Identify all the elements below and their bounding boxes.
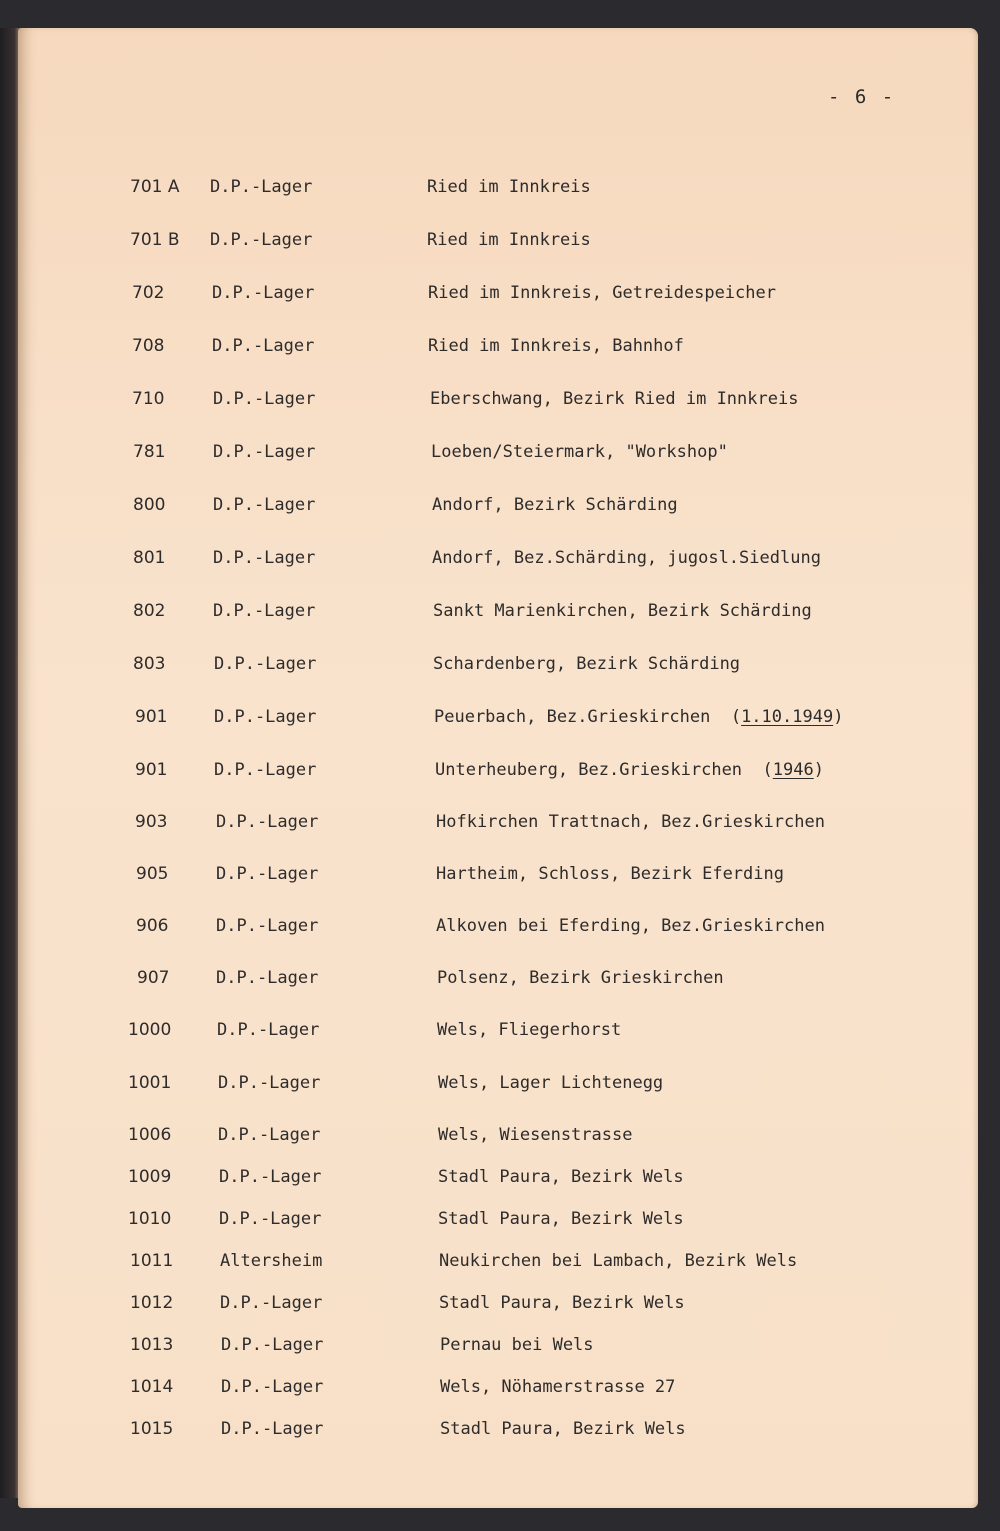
list-item	[0, 859, 1000, 889]
camp-location: Andorf, Bez.Schärding, jugosl.Siedlung	[432, 548, 821, 568]
camp-number: 781	[133, 442, 166, 462]
camp-type: D.P.-Lager	[216, 968, 319, 988]
camp-type: D.P.-Lager	[213, 601, 316, 621]
camp-location: Ried im Innkreis, Getreidespeicher	[428, 283, 776, 303]
camp-location-wrap	[430, 384, 798, 414]
camp-location: Unterheuberg, Bez.Grieskirchen	[435, 760, 743, 780]
list-item	[0, 755, 1000, 785]
camp-location-wrap	[428, 278, 776, 308]
camp-type: D.P.-Lager	[216, 916, 319, 936]
camp-location: Sankt Marienkirchen, Bezirk Schärding	[433, 601, 812, 621]
camp-type: D.P.-Lager	[214, 760, 317, 780]
camp-type: D.P.-Lager	[220, 1293, 323, 1313]
camp-number: 1010	[128, 1209, 172, 1229]
camp-number: 803	[133, 654, 166, 674]
camp-location: Pernau bei Wels	[440, 1335, 594, 1355]
camp-location-wrap	[439, 1288, 685, 1318]
camp-location: Wels, Lager Lichtenegg	[438, 1073, 664, 1093]
camp-number: 702	[132, 283, 165, 303]
camp-location: Ried im Innkreis	[427, 177, 591, 197]
camp-number: 1012	[130, 1293, 174, 1313]
camp-location-wrap	[438, 1162, 684, 1192]
camp-number: 801	[133, 548, 166, 568]
camp-number: 907	[137, 968, 170, 988]
camp-number: 1000	[128, 1020, 172, 1040]
camp-number: 701 B	[130, 230, 180, 250]
list-item	[0, 437, 1000, 467]
list-item	[0, 1015, 1000, 1045]
camp-location: Neukirchen bei Lambach, Bezirk Wels	[439, 1251, 798, 1271]
list-item	[0, 278, 1000, 308]
camp-type: D.P.-Lager	[212, 336, 315, 356]
camp-location: Loeben/Steiermark, "Workshop"	[431, 442, 728, 462]
page-number: - 6 -	[828, 86, 896, 108]
camp-location-wrap	[438, 1068, 663, 1098]
camp-location: Wels, Wiesenstrasse	[438, 1125, 633, 1145]
list-item	[0, 596, 1000, 626]
camp-type: Altersheim	[220, 1251, 323, 1271]
camp-location: Stadl Paura, Bezirk Wels	[440, 1419, 686, 1439]
note-paren-close: )	[813, 760, 824, 780]
list-item	[0, 1120, 1000, 1150]
camp-type: D.P.-Lager	[221, 1377, 324, 1397]
list-item	[0, 1372, 1000, 1402]
camp-number: 708	[132, 336, 165, 356]
camp-location-wrap	[440, 1372, 675, 1402]
camp-type: D.P.-Lager	[216, 864, 319, 884]
camp-location-wrap	[436, 807, 825, 837]
camp-location-wrap	[437, 963, 724, 993]
camp-location-wrap	[432, 490, 678, 520]
camp-number: 1009	[128, 1167, 172, 1187]
camp-type: D.P.-Lager	[210, 230, 313, 250]
list-item	[0, 1330, 1000, 1360]
camp-location: Wels, Fliegerhorst	[437, 1020, 622, 1040]
camp-type: D.P.-Lager	[217, 1020, 320, 1040]
camp-location: Alkoven bei Eferding, Bez.Grieskirchen	[436, 916, 825, 936]
camp-location-wrap	[433, 596, 812, 626]
camp-type: D.P.-Lager	[221, 1419, 324, 1439]
camp-type: D.P.-Lager	[219, 1167, 322, 1187]
camp-number: 903	[135, 812, 168, 832]
camp-location-wrap	[436, 911, 825, 941]
camp-type: D.P.-Lager	[218, 1125, 321, 1145]
camp-number: 901	[135, 707, 168, 727]
camp-number: 906	[136, 916, 169, 936]
camp-location: Hofkirchen Trattnach, Bez.Grieskirchen	[436, 812, 825, 832]
list-item	[0, 172, 1000, 202]
camp-number: 1001	[128, 1073, 172, 1093]
list-item	[0, 490, 1000, 520]
camp-location: Hartheim, Schloss, Bezirk Eferding	[436, 864, 784, 884]
camp-location-wrap	[433, 649, 740, 679]
list-item	[0, 807, 1000, 837]
date-note: 1946	[772, 760, 814, 780]
camp-location-wrap	[438, 1120, 632, 1150]
camp-type: D.P.-Lager	[214, 654, 317, 674]
list-item	[0, 1162, 1000, 1192]
camp-type: D.P.-Lager	[218, 1073, 321, 1093]
camp-location-wrap	[427, 225, 591, 255]
list-item	[0, 911, 1000, 941]
camp-location-wrap	[439, 1246, 797, 1276]
camp-number: 710	[132, 389, 165, 409]
list-item	[0, 649, 1000, 679]
list-item	[0, 1414, 1000, 1444]
camp-location-wrap	[437, 1015, 621, 1045]
camp-number: 901	[135, 760, 168, 780]
list-item	[0, 1068, 1000, 1098]
list-item	[0, 384, 1000, 414]
camp-location: Ried im Innkreis, Bahnhof	[428, 336, 684, 356]
list-item	[0, 1246, 1000, 1276]
camp-location-wrap	[435, 755, 824, 785]
camp-location: Wels, Nöhamerstrasse 27	[440, 1377, 676, 1397]
note-paren-close: )	[833, 707, 844, 727]
camp-number: 1014	[130, 1377, 174, 1397]
note-paren-open: (	[710, 707, 742, 727]
camp-location-wrap	[434, 702, 843, 732]
camp-location-wrap	[428, 331, 684, 361]
date-note: 1.10.1949	[741, 707, 834, 727]
camp-location: Polsenz, Bezirk Grieskirchen	[437, 968, 724, 988]
camp-location-wrap	[427, 172, 591, 202]
list-item	[0, 543, 1000, 573]
camp-location-wrap	[431, 437, 728, 467]
list-item	[0, 702, 1000, 732]
camp-type: D.P.-Lager	[219, 1209, 322, 1229]
camp-type: D.P.-Lager	[213, 442, 316, 462]
list-item	[0, 1288, 1000, 1318]
camp-type: D.P.-Lager	[210, 177, 313, 197]
camp-number: 1013	[130, 1335, 174, 1355]
camp-type: D.P.-Lager	[213, 495, 316, 515]
camp-type: D.P.-Lager	[212, 283, 315, 303]
list-item	[0, 331, 1000, 361]
camp-number: 1015	[130, 1419, 174, 1439]
camp-number: 802	[133, 601, 166, 621]
camp-number: 1006	[128, 1125, 172, 1145]
camp-type: D.P.-Lager	[213, 389, 316, 409]
camp-location-wrap	[436, 859, 784, 889]
camp-type: D.P.-Lager	[221, 1335, 324, 1355]
camp-location: Schardenberg, Bezirk Schärding	[433, 654, 741, 674]
camp-location: Peuerbach, Bez.Grieskirchen	[434, 707, 711, 727]
camp-location-wrap	[438, 1204, 684, 1234]
camp-location: Stadl Paura, Bezirk Wels	[439, 1293, 685, 1313]
camp-location-wrap	[432, 543, 821, 573]
camp-location: Eberschwang, Bezirk Ried im Innkreis	[430, 389, 799, 409]
camp-location: Ried im Innkreis	[427, 230, 591, 250]
list-item	[0, 1204, 1000, 1234]
camp-location: Andorf, Bezirk Schärding	[432, 495, 678, 515]
camp-number: 905	[136, 864, 169, 884]
camp-type: D.P.-Lager	[213, 548, 316, 568]
camp-location: Stadl Paura, Bezirk Wels	[438, 1167, 684, 1187]
list-item	[0, 225, 1000, 255]
camp-location-wrap	[440, 1330, 594, 1360]
camp-number: 701 A	[130, 177, 180, 197]
list-item	[0, 963, 1000, 993]
camp-number: 800	[133, 495, 166, 515]
camp-number: 1011	[130, 1251, 174, 1271]
camp-type: D.P.-Lager	[214, 707, 317, 727]
camp-location: Stadl Paura, Bezirk Wels	[438, 1209, 684, 1229]
note-paren-open: (	[742, 760, 773, 780]
camp-location-wrap	[440, 1414, 686, 1444]
camp-type: D.P.-Lager	[216, 812, 319, 832]
